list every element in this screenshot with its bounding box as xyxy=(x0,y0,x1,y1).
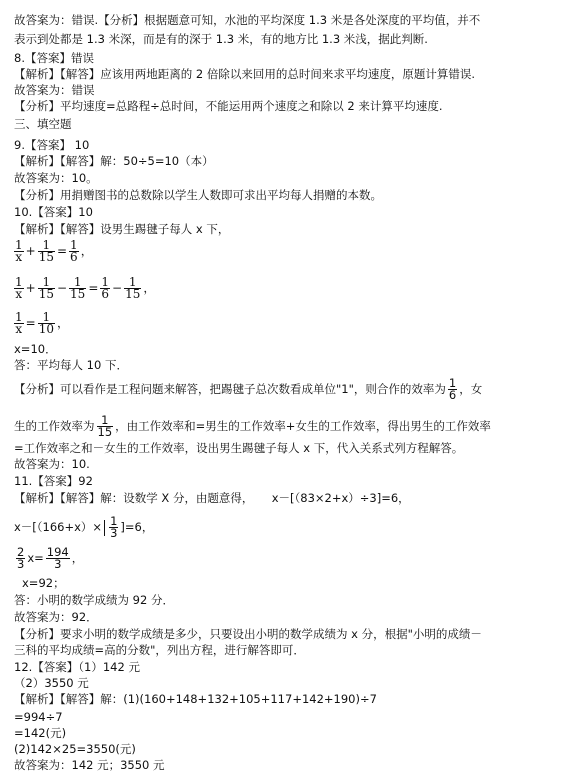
fraction: $\frac{1}{15}$ xyxy=(70,275,86,301)
fraction: $\frac{1}{x}$ xyxy=(15,310,23,336)
text-line: 【解析】【解答】应该用两地距离的 2 倍除以来回用的总时间来求平均速度，原题计算错误. xyxy=(14,67,476,81)
section-heading: 三、填空题 xyxy=(14,117,72,131)
fraction: $\frac{1}{15}$ xyxy=(38,275,54,301)
text-line: 11.【答案】92 xyxy=(14,474,93,488)
text-line: 故答案为：92． xyxy=(14,610,98,624)
text-line: 【解析】【解答】设男生踢毽子每人 x 下， xyxy=(14,222,230,236)
fraction: $\frac{2}{3}$ xyxy=(17,545,25,571)
text-line: 三科的平均成绩=高的分数"，列出方程，进行解答即可． xyxy=(14,643,305,657)
bar-mark xyxy=(104,520,105,536)
fraction: $\frac{1}{x}$ xyxy=(15,238,23,264)
analysis-line: 【分析】可以看作是工程问题来解答，把踢毽子总次数看成单位"1"，则合作的效率为 $\frac{1}{6}$ ，女 xyxy=(14,376,483,402)
text-line: 答：平均每人 10 下． xyxy=(14,358,128,372)
fraction: $\frac{1}{15}$ xyxy=(125,275,141,301)
text-line: =工作效率之和－女生的工作效率，设出男生踢毽子每人 x 下，代入关系式列方程解答。 xyxy=(14,441,464,455)
text-line: =142(元) xyxy=(14,726,67,740)
equation-3: $\frac{1}{x}$ = $\frac{1}{10}$ ， xyxy=(15,310,69,336)
text-line: 故答案为：142 元；3550 元 xyxy=(14,758,165,772)
text-line: 【分析】平均速度=总路程÷总时间，不能运用两个速度之和除以 2 来计算平均速度. xyxy=(14,99,443,113)
equation-2: $\frac{1}{x}$ + $\frac{1}{15}$ − $\frac{1}{15}$ = $\frac{1}{6}$ − $\frac{1}{15}$ ， xyxy=(15,275,156,301)
text-line: 【解析】【解答】解：设数学 X 分，由题意得， x－[（83×2+x）÷3]=6， xyxy=(14,491,410,505)
equation-1: $\frac{1}{x}$ + $\frac{1}{15}$ = $\frac{1}{6}$ ， xyxy=(15,238,93,264)
text-line: 8.【答案】错误 xyxy=(14,51,94,65)
fraction: $\frac{1}{3}$ xyxy=(110,514,118,540)
text-line: 10.【答案】10 xyxy=(14,205,93,219)
fraction: $\frac{1}{6}$ xyxy=(70,238,78,264)
equation-line: x－[（166+x）× $\frac{1}{3}$ ]=6， xyxy=(14,514,154,540)
text-line: x=10． xyxy=(14,342,57,356)
text-line: （2）3550 元 xyxy=(14,676,89,690)
text-line: 12.【答案】（1）142 元 xyxy=(14,660,140,674)
analysis-line: 生的工作效率为 $\frac{1}{15}$ ，由工作效率和=男生的工作效率+女生的工作效率，得出男生的工作效率 xyxy=(14,413,491,439)
text-line: 【解析】【解答】解：50÷5=10（本） xyxy=(14,154,214,168)
fraction: $\frac{1}{15}$ xyxy=(38,238,54,264)
text-line: 故答案为：10。 xyxy=(14,171,98,185)
text-line: 答：小明的数学成绩为 92 分． xyxy=(14,593,174,607)
fraction: $\frac{1}{10}$ xyxy=(38,310,54,336)
fraction: $\frac{1}{6}$ xyxy=(448,376,457,402)
text-line: (2)142×25=3550(元) xyxy=(14,742,136,756)
text-line: =994÷7 xyxy=(14,710,63,724)
equation-line: $\frac{2}{3}$ x= $\frac{194}{3}$ ， xyxy=(17,545,84,571)
text-line: 故答案为：错误.【分析】根据题意可知，水池的平均深度 1.3 米是各处深度的平均值，并不 xyxy=(14,13,481,27)
fraction: $\frac{1}{6}$ xyxy=(101,275,110,301)
fraction: $\frac{194}{3}$ xyxy=(46,545,69,571)
text-line: 【分析】用捐赠图书的总数除以学生人数即可求出平均每人捐赠的本数。 xyxy=(14,188,382,202)
fraction: $\frac{1}{x}$ xyxy=(15,275,23,301)
text-line: 故答案为：10. xyxy=(14,457,90,471)
text-line: 表示到处都是 1.3 米深，而是有的深于 1.3 米，有的地方比 1.3 米浅，据此判断. xyxy=(14,32,428,46)
fraction: $\frac{1}{15}$ xyxy=(97,413,113,439)
text-line: 9.【答案】 10 xyxy=(14,138,90,152)
text-line: 【解析】【解答】解：(1)(160+148+132+105+117+142+190)÷7 xyxy=(14,692,377,706)
text-line: 故答案为：错误 xyxy=(14,83,95,97)
text-line: 【分析】要求小明的数学成绩是多少，只要设出小明的数学成绩为 x 分，根据"小明的成绩－ xyxy=(14,627,482,641)
text-line: x=92； xyxy=(22,576,65,590)
